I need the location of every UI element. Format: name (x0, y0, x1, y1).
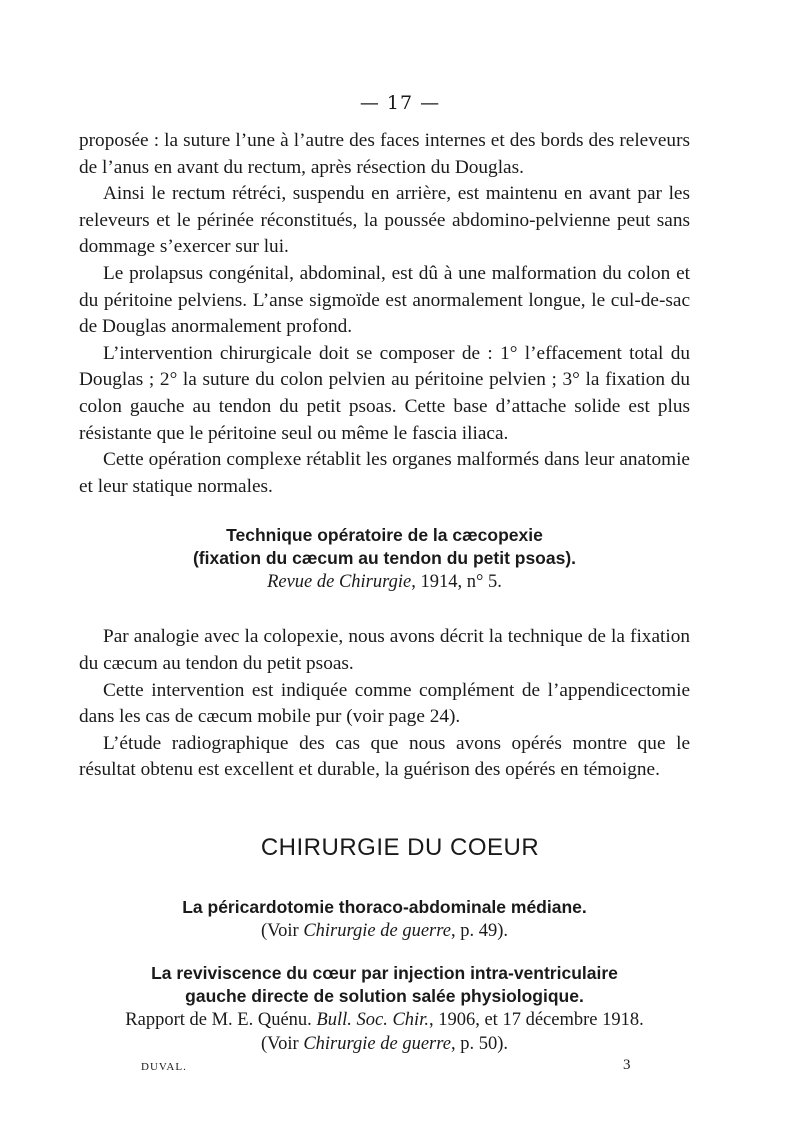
footer-signature-mark: 3 (623, 1057, 631, 1073)
section-heading-caecopexie (79, 524, 690, 594)
section-title-line: Technique opératoire de la cæcopexie (226, 525, 543, 546)
reference-details: , 1914, n° 5. (411, 572, 502, 593)
subsection-reference (79, 919, 690, 943)
report-journal: Bull. Soc. Chir. (316, 1010, 429, 1030)
page-number: — 17 — (359, 92, 441, 114)
report-suffix: , 1906, et 17 décembre 1918. (428, 1010, 644, 1030)
footer-author: DUVAL. (141, 1061, 187, 1073)
paragraph: Cette opération complexe rétablit les organes malformés dans leur anatomie et leur statique normales. (79, 449, 690, 497)
subsection-title: La péricardotomie thoraco-abdominale médiane. (182, 897, 587, 917)
body-text (79, 128, 690, 784)
paragraph: L’intervention chirurgicale doit se composer de : 1° l’effacement total du Douglas ; 2° la suture du colon pelvien au péritoine pelvien ; 3° la fixation du colon gauche au tendon du petit psoas. Cette base d’attache solide est plus résistante que le péritoine seul ou même le fascia iliaca. (79, 342, 690, 444)
section-reference (79, 570, 690, 594)
paragraph: proposée : la suture l’une à l’autre des faces internes et des bords des releveurs de l’anus en avant du rectum, après résection du Douglas. (79, 130, 690, 178)
paragraph: Ainsi le rectum rétréci, suspendu en arrière, est maintenu en avant par les releveurs et le périnée réconstitués, la poussée abdomino-pelvienne peut sans dommage s’exercer sur lui. (79, 183, 690, 258)
paragraph: Par analogie avec la colopexie, nous avons décrit la technique de la fixation du cæcum au tendon du petit psoas. (79, 626, 690, 674)
journal-name: Revue de Chirurgie (267, 572, 412, 593)
paragraph: Le prolapsus congénital, abdominal, est dû à une malformation du colon et du péritoine pelviens. L’anse sigmoïde est anormalement longue, le cul-de-sac de Douglas anormalement profond. (79, 262, 690, 338)
reference-suffix: , p. 50). (450, 1034, 508, 1054)
subsection-pericardotomie (79, 896, 690, 943)
section-title-line: (fixation du cæcum au tendon du petit psoas). (192, 548, 577, 569)
chapter-title: CHIRURGIE DU COEUR (260, 834, 540, 861)
paragraph: L’étude radiographique des cas que nous avons opérés montre que le résultat obtenu est excellent et durable, la guérison des opérés en témoigne. (79, 732, 690, 781)
reference-prefix: (Voir (261, 1034, 304, 1054)
reference-suffix: , p. 49). (450, 921, 508, 941)
report-prefix: Rapport de M. E. Quénu. (125, 1010, 317, 1030)
subsection-title-line: gauche directe de solution salée physiologique. (185, 986, 584, 1006)
reference-book: Chirurgie de guerre (303, 921, 451, 941)
subsection-report (79, 1008, 690, 1032)
reference-prefix: (Voir (261, 921, 304, 941)
paragraph: Cette intervention est indiquée comme complément de l’appendicectomie dans les cas de cæcum mobile pur (voir page 24). (79, 679, 690, 728)
subsection-reference (79, 1032, 690, 1056)
subsection-reviviscence (79, 962, 690, 1056)
reference-book: Chirurgie de guerre (303, 1034, 451, 1054)
subsection-title-line: La reviviscence du cœur par injection intra-ventriculaire (151, 963, 618, 983)
